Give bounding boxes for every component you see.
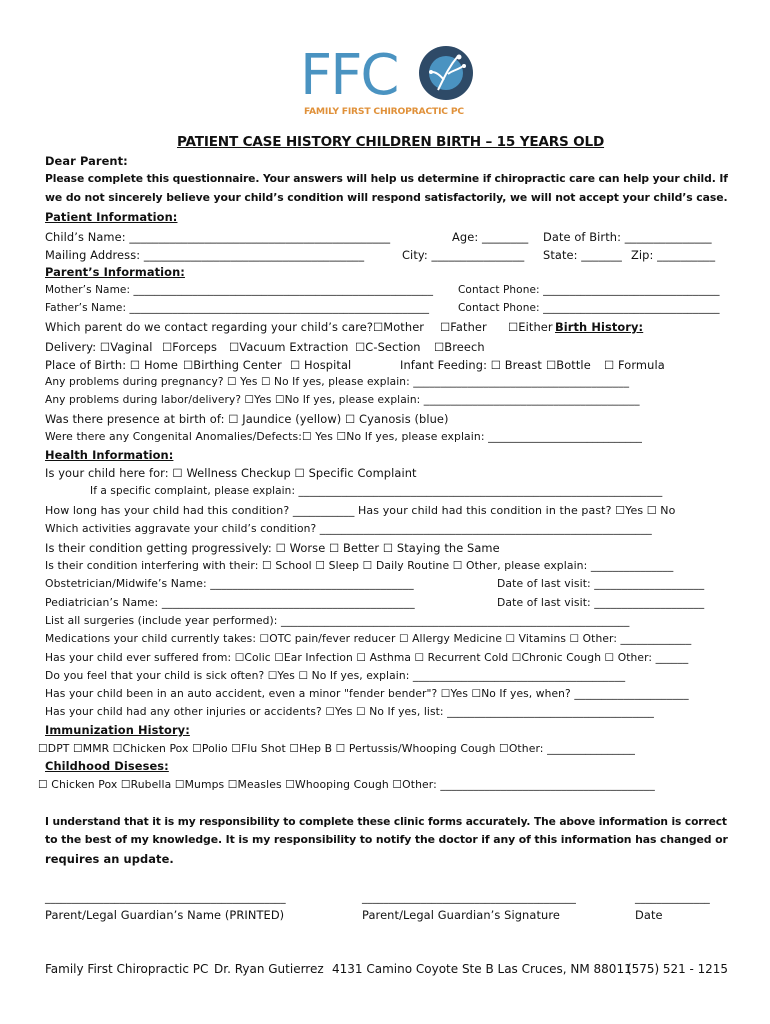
guardian-name-line[interactable]: _____________________________________________ [45,892,286,904]
dob-field[interactable]: Date of Birth: _______________ [543,230,712,244]
feeding-bottle-checkbox[interactable]: ☐Bottle [546,358,591,372]
parents-info-heading: Parent’s Information: [45,265,185,279]
footer-practice: Family First Chiropractic PC [45,962,209,976]
here-for-row[interactable]: Is your child here for: ☐ Wellness Checkup ☐ Specific Complaint [45,466,417,480]
sick-often-row[interactable]: Do you feel that your child is sick often? ☐Yes ☐ No If yes, explain: _______________________________________ [45,669,626,682]
logo [298,42,483,122]
progressively-row[interactable]: Is their condition getting progressively: ☐ Worse ☐ Better ☐ Staying the Same [45,541,500,555]
statement-line-3: requires an update. [45,852,174,866]
patient-info-heading: Patient Information: [45,210,178,224]
contact-either-checkbox[interactable]: ☐Either [508,320,553,334]
child-name-field[interactable]: Child’s Name: _____________________________________________ [45,230,391,244]
contact-mother-checkbox[interactable]: ☐Mother [373,320,425,334]
delivery-vacuum-checkbox[interactable]: ☐Vacuum Extraction [229,340,349,354]
footer-phone: (575) 521 - 1215 [627,962,728,976]
interfering-row[interactable]: Is their condition interfering with their: ☐ School ☐ Sleep ☐ Daily Routine ☐ Other, please explain: _______________ [45,559,674,572]
immunization-row[interactable]: ☐DPT ☐MMR ☐Chicken Pox ☐Polio ☐Flu Shot ☐Hep B ☐ Pertussis/Whooping Cough ☐Other: ________________ [38,742,636,755]
greeting: Dear Parent: [45,154,128,168]
presence-at-birth-row[interactable]: Was there presence at birth of: ☐ Jaundice (yellow) ☐ Cyanosis (blue) [45,412,449,426]
delivery-vaginal-checkbox[interactable]: Delivery: ☐Vaginal [45,340,153,354]
medications-row[interactable]: Medications your child currently takes: ☐OTC pain/fever reducer ☐ Allergy Medicine ☐ Vitamins ☐ Other: _____________ [45,632,692,645]
zip-field[interactable]: Zip: __________ [631,248,716,262]
obstetrician-field[interactable]: Obstetrician/Midwife’s Name: _____________________________________ [45,577,414,590]
delivery-csection-checkbox[interactable]: ☐C-Section [355,340,421,354]
intro-line-2: we do not sincerely believe your child’s condition will respond satisfactorily, we will not accept your child’s case. [45,191,728,204]
logo-letters: FFC [300,43,398,108]
place-home-checkbox[interactable]: Place of Birth: ☐ Home [45,358,178,372]
statement-line-1: I understand that it is my responsibility to complete these clinic forms accurately. The above information is correct [45,815,727,828]
state-field[interactable]: State: _______ [543,248,622,262]
specific-complaint-field[interactable]: If a specific complaint, please explain: ____________________________________________________________________ [90,485,663,497]
surgeries-field[interactable]: List all surgeries (include year performed): ________________________________________________________________ [45,614,630,627]
father-phone-field[interactable]: Contact Phone: _________________________________ [458,302,720,314]
page-title: PATIENT CASE HISTORY CHILDREN BIRTH – 15 YEARS OLD [177,134,605,150]
footer-address: 4131 Camino Coyote Ste B Las Cruces, NM 88011 [332,962,632,976]
injuries-row[interactable]: Has your child had any other injuries or accidents? ☐Yes ☐ No If yes, list: ______________________________________ [45,705,654,718]
which-parent-label: Which parent do we contact regarding your child’s care? [45,320,373,334]
logo-tagline: FAMILY FIRST CHIROPRACTIC PC [304,106,464,117]
logo-dot [457,55,462,60]
father-name-field[interactable]: Father’s Name: ________________________________________________________ [45,302,430,314]
date-line[interactable]: ______________ [635,892,710,904]
anomalies-row[interactable]: Were there any Congenital Anomalies/Defects:☐ Yes ☐No If yes, please explain: ____________________________ [45,430,643,443]
pediatrician-field[interactable]: Pediatrician’s Name: ______________________________________________ [45,596,415,609]
guardian-signature-label: Parent/Legal Guardian’s Signature [362,908,560,922]
logo-dot [429,70,433,74]
feeding-formula-checkbox[interactable]: ☐ Formula [604,358,665,372]
mother-phone-field[interactable]: Contact Phone: _________________________________ [458,284,720,296]
pregnancy-problems-row[interactable]: Any problems during pregnancy? ☐ Yes ☐ No If yes, please explain: ________________________________________ [45,376,630,388]
place-birthing-center-checkbox[interactable]: ☐Birthing Center [183,358,282,372]
feeding-breast-checkbox[interactable]: Infant Feeding: ☐ Breast [400,358,542,372]
logo-dot [462,64,466,68]
contact-father-checkbox[interactable]: ☐Father [440,320,487,334]
mother-name-field[interactable]: Mother’s Name: ________________________________________________________ [45,284,434,296]
guardian-signature-line[interactable]: ________________________________________ [362,892,576,904]
statement-line-2: to the best of my knowledge. It is my responsibility to notify the doctor if any of this information has changed or [45,833,728,846]
place-hospital-checkbox[interactable]: ☐ Hospital [290,358,352,372]
labor-problems-row[interactable]: Any problems during labor/delivery? ☐Yes ☐No If yes, please explain: ________________________________________ [45,394,640,406]
ob-last-visit-field[interactable]: Date of last visit: ____________________ [497,577,705,590]
accident-row[interactable]: Has your child been in an auto accident, even a minor "fender bender"? ☐Yes ☐No If yes, when? _____________________ [45,687,689,700]
birth-history-heading: Birth History: [555,320,644,334]
immunization-heading: Immunization History: [45,723,190,737]
suffered-row[interactable]: Has your child ever suffered from: ☐Colic ☐Ear Infection ☐ Asthma ☐ Recurrent Cold ☐Chronic Cough ☐ Other: ______ [45,651,689,664]
childhood-diseases-heading: Childhood Diseses: [45,759,169,773]
mailing-address-field[interactable]: Mailing Address: ______________________________________ [45,248,365,262]
aggravate-field[interactable]: Which activities aggravate your child’s condition? _____________________________________________________________ [45,522,652,535]
health-info-heading: Health Information: [45,448,174,462]
intro-line-1: Please complete this questionnaire. Your answers will help us determine if chiropractic care can help your child. If [45,172,728,185]
date-label: Date [635,908,663,922]
city-field[interactable]: City: ________________ [402,248,525,262]
ped-last-visit-field[interactable]: Date of last visit: ____________________ [497,596,705,609]
childhood-diseases-row[interactable]: ☐ Chicken Pox ☐Rubella ☐Mumps ☐Measles ☐Whooping Cough ☐Other: _______________________________________ [38,778,655,791]
footer-doctor: Dr. Ryan Gutierrez [214,962,324,976]
how-long-row[interactable]: How long has your child had this condition? ___________ Has your child had this condition in the past? ☐Yes ☐ No [45,504,676,517]
delivery-forceps-checkbox[interactable]: ☐Forceps [162,340,217,354]
age-field[interactable]: Age: ________ [452,230,529,244]
delivery-breech-checkbox[interactable]: ☐Breech [434,340,485,354]
guardian-name-label: Parent/Legal Guardian’s Name (PRINTED) [45,908,285,922]
